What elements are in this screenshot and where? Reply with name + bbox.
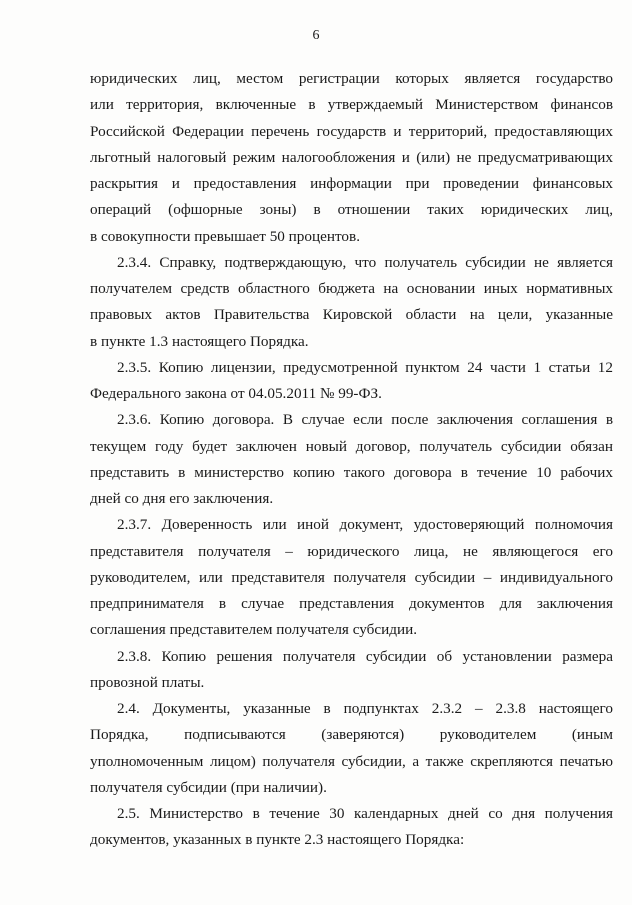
text-line: в пункте 1.3 настоящего Порядка. [90,332,309,350]
text-line: операций (офшорные зоны) в отношении таких юридических лиц, [90,201,613,219]
paragraph [90,512,613,643]
text-line: соглашения представителем получателя субсидии. [90,621,418,639]
text-line: правовых актов Правительства Кировской области на цели, указанные [90,306,613,324]
paragraph [90,801,613,854]
text-line: представить в министерство копию такого договора в течение 10 рабочих [90,463,613,481]
text-line: 2.4. Документы, указанные в подпунктах 2.3.2 – 2.3.8 настоящего [117,700,613,717]
page-number: 6 [312,28,320,43]
text-line: в совокупности превышает 50 процентов. [90,227,360,245]
text-line: текущем году будет заключен новый договор, получатель субсидии обязан [90,437,613,455]
text-line: 2.3.6. Копию договора. В случае если после заключения соглашения в [117,411,613,429]
text-line: юридических лиц, местом регистрации которых является государство [90,70,613,87]
text-line: льготный налоговый режим налогообложения и (или) не предусматривающих [90,148,613,166]
text-line: дней со дня его заключения. [90,490,274,507]
text-line: получателем средств областного бюджета на основании иных нормативных [90,280,613,297]
text-line: Федерального закона от 04.05.2011 № 99-ФЗ. [90,385,382,402]
text-line: 2.3.7. Доверенность или иной документ, удостоверяющий полномочия [117,516,613,534]
text-line: предпринимателя в случае представления документов для заключения [90,595,613,612]
text-line: 2.3.5. Копию лицензии, предусмотренной пунктом 24 части 1 статьи 12 [117,358,613,376]
text-line: уполномоченным лицом) получателя субсидии, а также скрепляются печатью [90,752,613,770]
text-line: Порядка, подписываются (заверяются) руководителем (иным [90,726,613,744]
paragraph [90,66,613,250]
text-line: документов, указанных в пункте 2.3 настоящего Порядка: [90,831,465,849]
paragraph [90,407,613,512]
paragraph [90,644,613,697]
text-line: руководителем, или представителя получателя субсидии – индивидуального [90,568,613,586]
text-line: получателя субсидии (при наличии). [90,778,327,796]
text-line: Российской Федерации перечень государств и территорий, предоставляющих [90,122,613,140]
paragraph [90,696,613,801]
document-body [90,66,613,854]
paragraph [90,250,613,355]
paragraph [90,355,613,408]
text-line: 2.3.8. Копию решения получателя субсидии об установлении размера [117,647,613,665]
text-line: 2.5. Министерство в течение 30 календарных дней со дня получения [117,805,613,822]
text-line: или территория, включенные в утверждаемый Министерством финансов [90,96,613,114]
text-line: раскрытия и предоставления информации при проведении финансовых [90,175,613,192]
text-line: представителя получателя – юридического лица, не являющегося его [90,542,613,560]
text-line: 2.3.4. Справку, подтверждающую, что получатель субсидии не является [117,253,613,271]
text-line: провозной платы. [90,673,205,691]
